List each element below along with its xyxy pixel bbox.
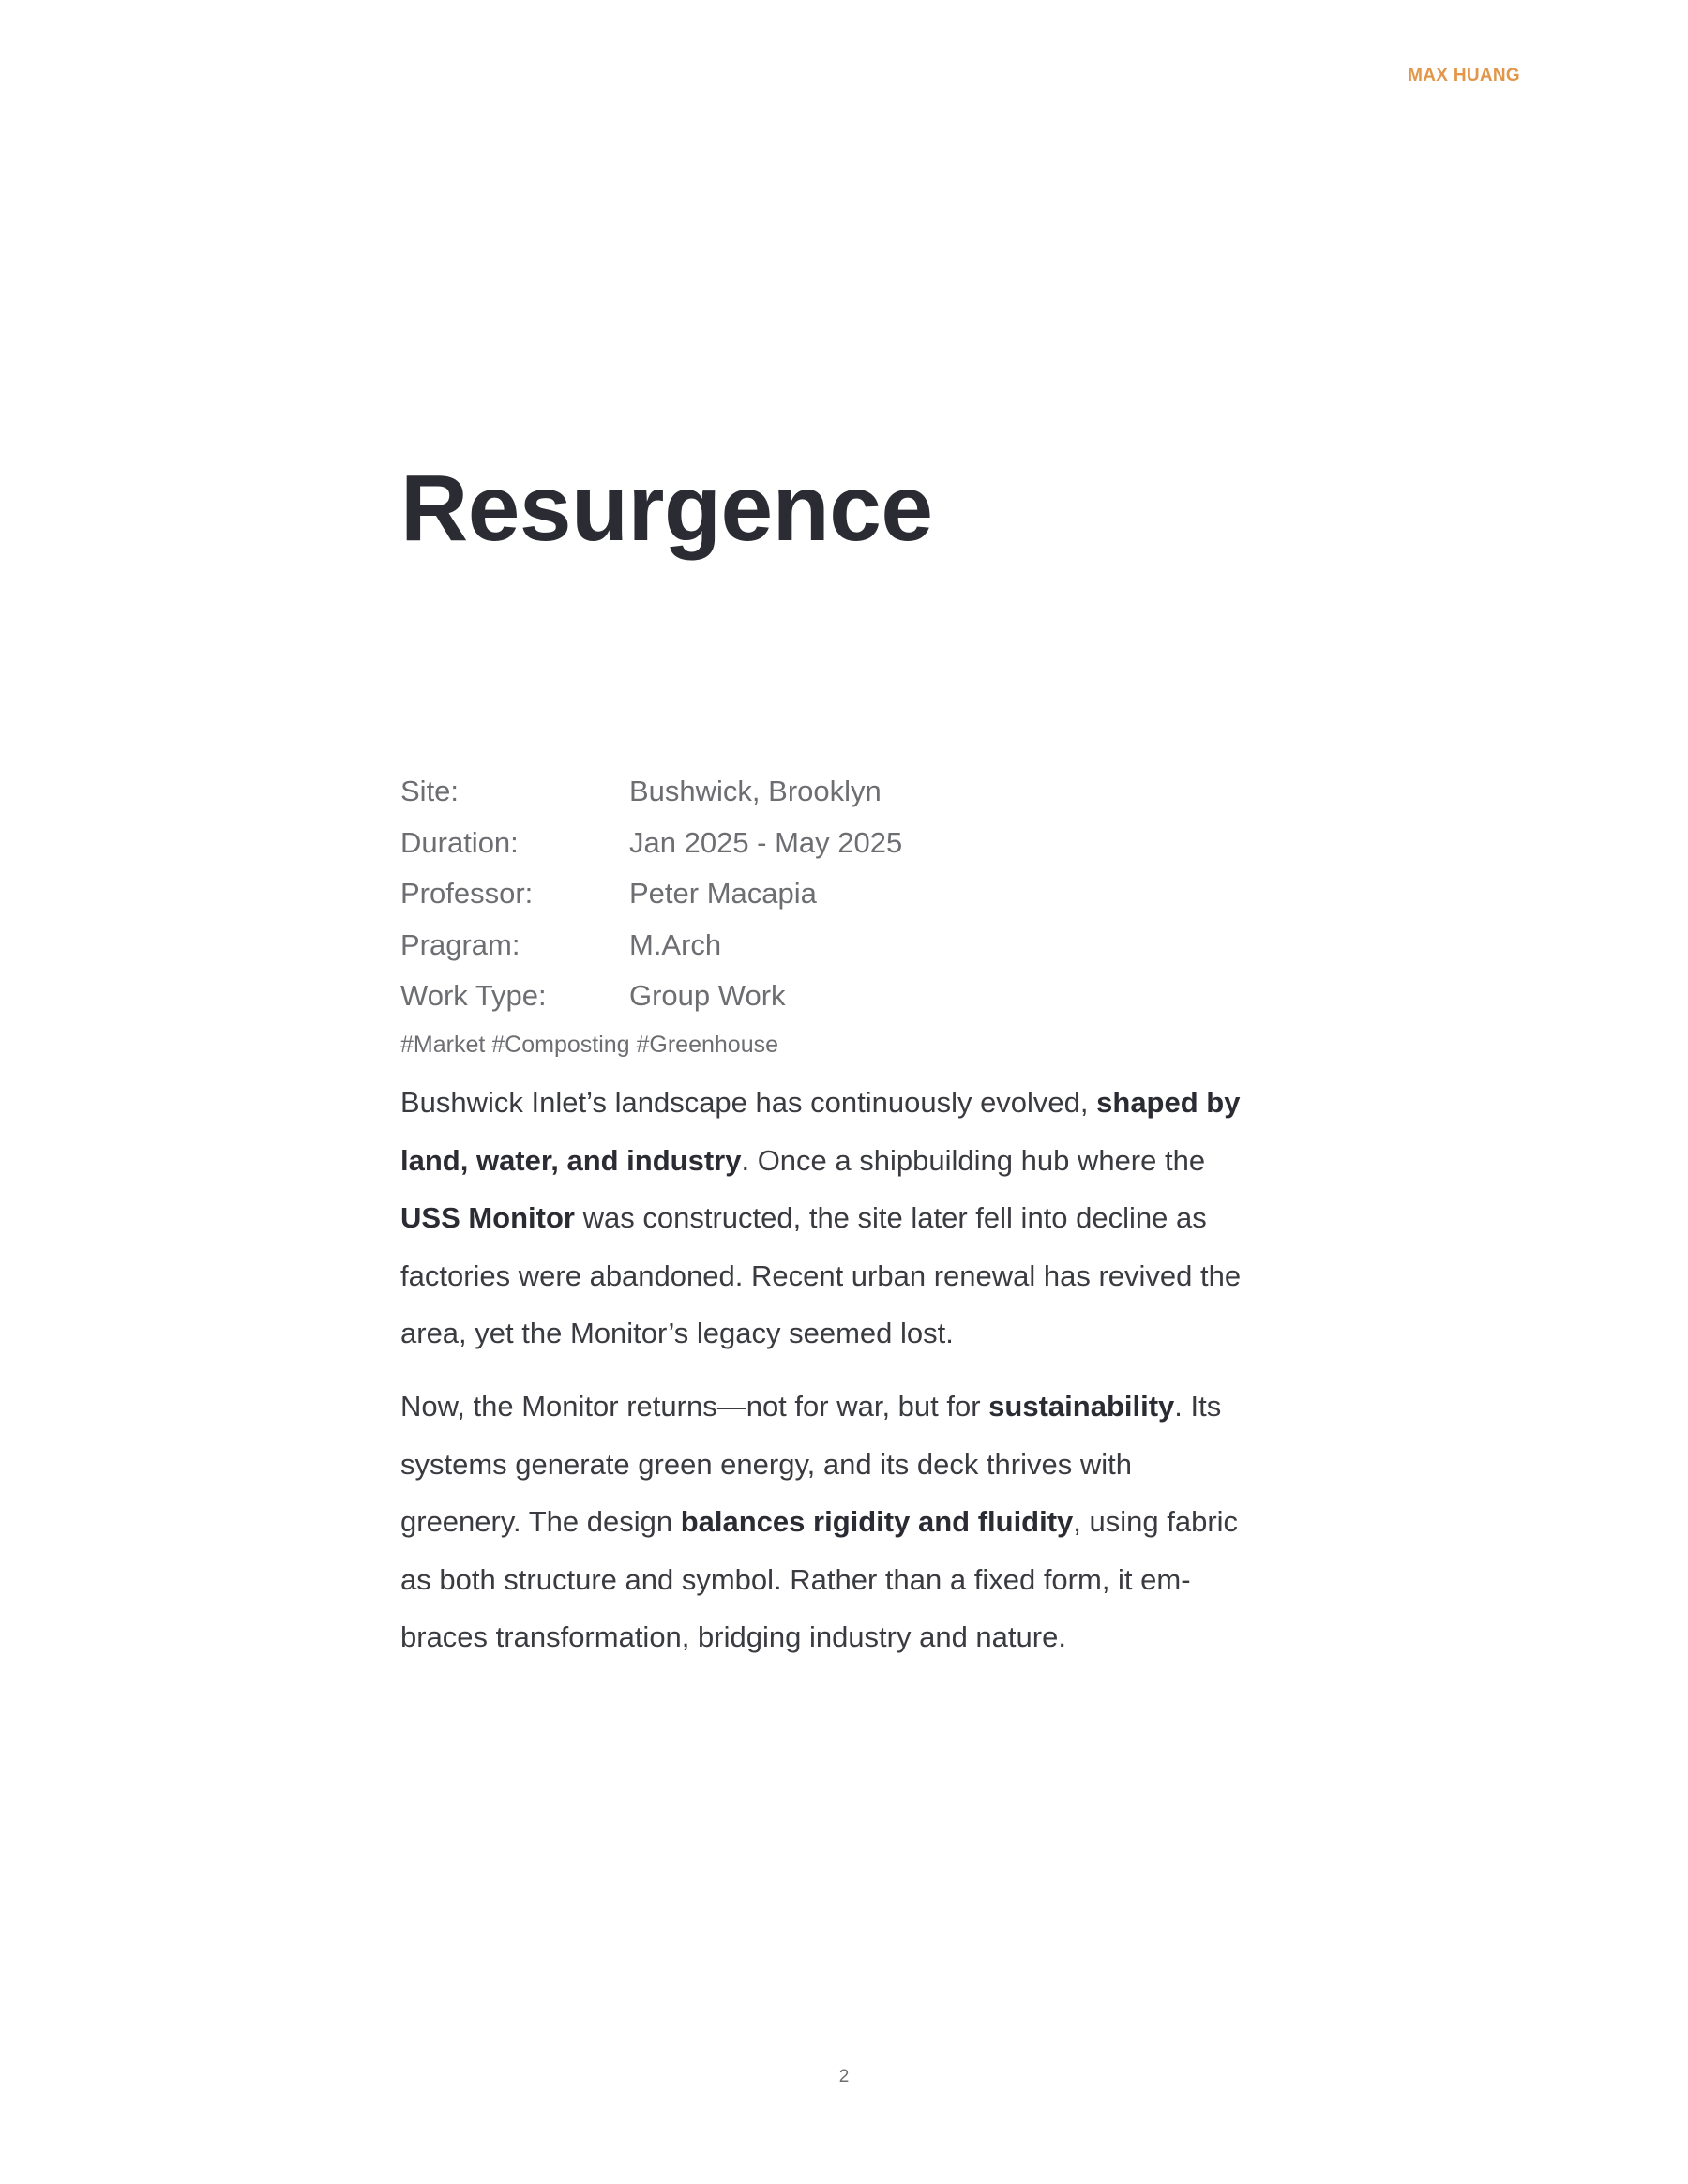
emphasis-text: sustainability [988, 1390, 1175, 1423]
paragraph-line [400, 1551, 1338, 1609]
text-run: was constructed, the site later fell into decline as [575, 1201, 1207, 1234]
paragraph-line [400, 1493, 1338, 1551]
paragraph-line [400, 1189, 1338, 1247]
meta-label: Work Type: [400, 979, 547, 1012]
meta-row-professor [400, 875, 1057, 926]
meta-value: Peter Macapia [629, 877, 817, 910]
meta-label: Site: [400, 775, 460, 807]
meta-value: Jan 2025 - May 2025 [629, 825, 903, 859]
paragraph-line [400, 1074, 1338, 1132]
paragraph-line [400, 1247, 1338, 1305]
emphasis-text: USS Monitor [400, 1201, 575, 1234]
text-run: . Its [1174, 1390, 1222, 1423]
description-paragraph-1 [400, 1074, 1338, 1363]
text-run: Now, the Monitor returns—not for war, but for [400, 1390, 989, 1423]
description-paragraph-2 [400, 1378, 1338, 1666]
project-title: Resurgence [400, 456, 933, 561]
meta-label: Professor: [400, 877, 534, 910]
paragraph-line [400, 1436, 1338, 1494]
page-number: 2 [838, 2067, 850, 2086]
text-run: , using fabric [1073, 1505, 1239, 1538]
meta-row-duration [400, 824, 1057, 876]
paragraph-line [400, 1378, 1338, 1436]
paragraph-line [400, 1132, 1338, 1190]
meta-value: Group Work [629, 979, 786, 1012]
meta-label: Pragram: [400, 927, 520, 961]
paragraph-line [400, 1608, 1338, 1666]
text-run: greenery. The design [400, 1505, 681, 1538]
meta-row-site [400, 773, 1057, 824]
text-run: braces transformation, bridging industry and nature. [400, 1620, 1066, 1653]
emphasis-text: land, water, and industry [400, 1143, 742, 1177]
text-run: systems generate green energy, and its deck thrives with [400, 1447, 1132, 1481]
text-run: as both structure and symbol. Rather than a fixed form, it em- [400, 1562, 1191, 1596]
emphasis-text: shaped by [1096, 1086, 1241, 1119]
meta-value: Bushwick, Brooklyn [629, 775, 882, 807]
author-name: MAX HUANG [1408, 66, 1520, 85]
meta-label: Duration: [400, 825, 519, 859]
meta-row-program [400, 926, 1057, 978]
text-run: area, yet the Monitor’s legacy seemed lost. [400, 1317, 954, 1349]
meta-value: M.Arch [629, 927, 722, 961]
meta-row-work-type [400, 977, 1057, 1029]
text-run: factories were abandoned. Recent urban renewal has revived the [400, 1258, 1242, 1292]
text-run: . Once a shipbuilding hub where the [741, 1143, 1206, 1177]
emphasis-text: balances rigidity and fluidity [680, 1505, 1074, 1538]
text-run: Bushwick Inlet’s landscape has continuously evolved, [400, 1086, 1097, 1119]
project-tags: #Market #Composting #Greenhouse [400, 1032, 779, 1058]
paragraph-line [400, 1304, 1338, 1363]
project-meta [400, 773, 1057, 1029]
